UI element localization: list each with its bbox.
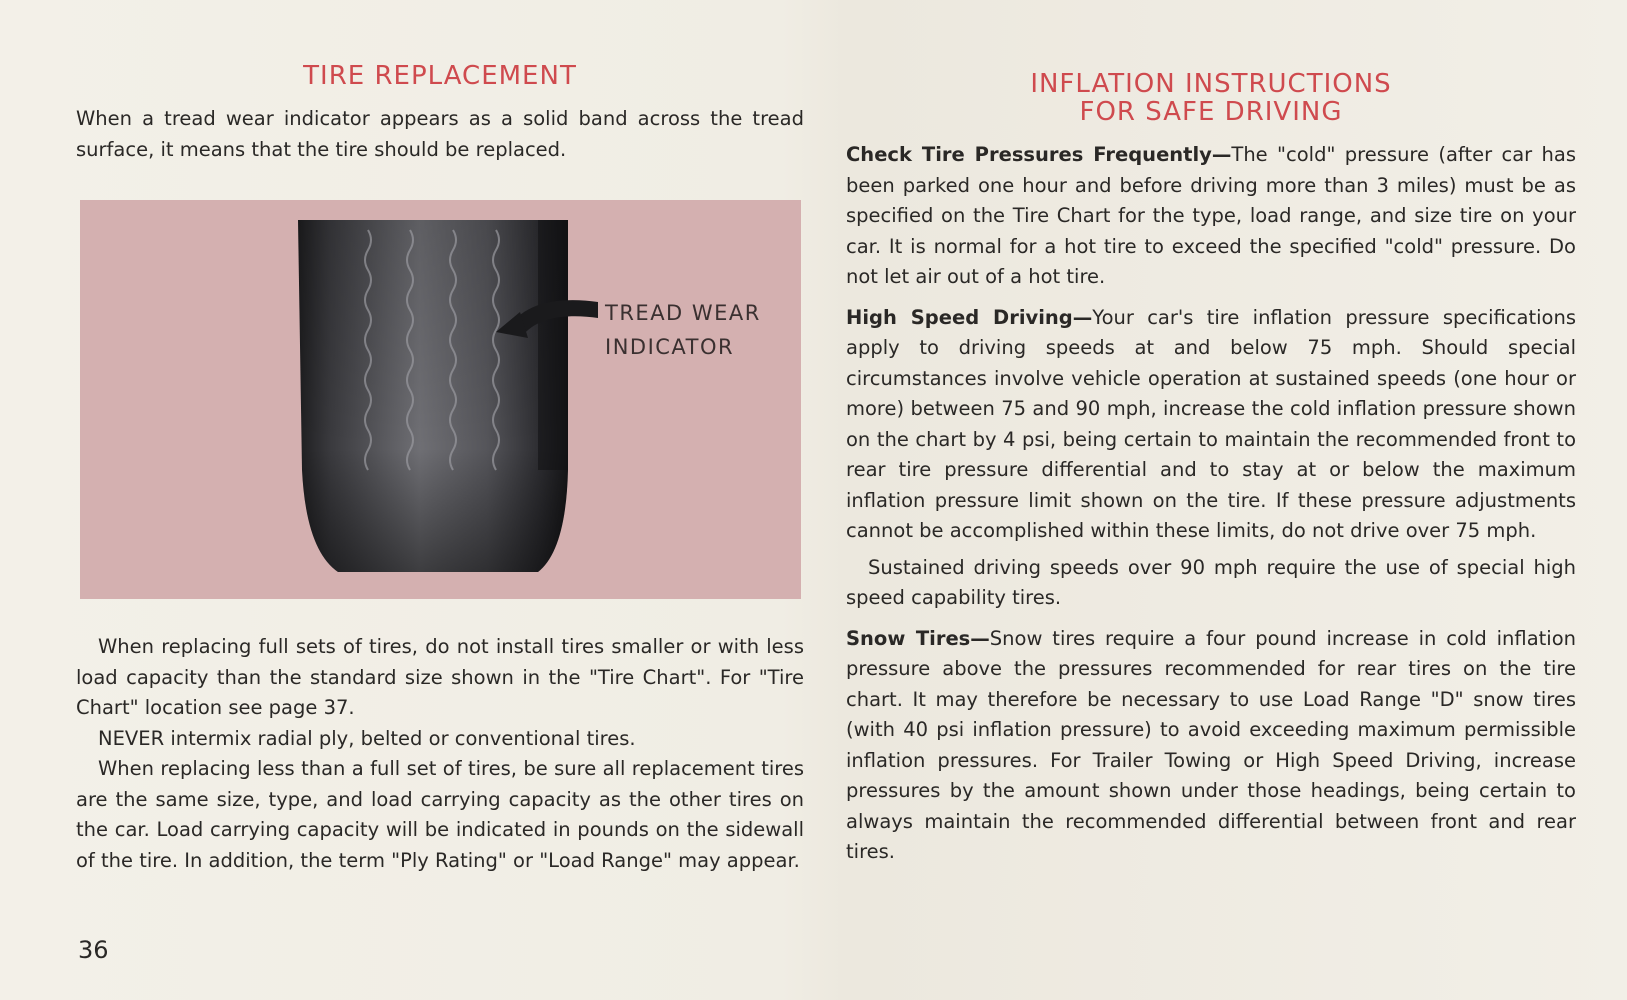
page-number: 36 <box>78 936 109 964</box>
sustained-speed-paragraph: Sustained driving speeds over 90 mph require the use of special high speed capability tires. <box>846 555 1576 609</box>
check-pressure-body: The "cold" pressure (after car has been parked one hour and before driving more than 3 miles) must be as specified on the Tire Chart for the type, load range, and size tire on your car. It is normal for a hot tire to exceed the specified "cold" pressure. Do not let air out of a hot tire. <box>846 143 1576 288</box>
high-speed-body: Your car's tire inflation pressure specifications apply to driving speeds at and below 75 mph. Should special circumstances involve vehicle operation at sustained speeds (one hour or more) between 75 and 90 mph, increase the cold inflation pressure shown on the chart by 4 psi, being certain to maintain the recommended front to rear tire pressure differential and to stay at or below the maximum inflation pressure limit shown on the tire. If these pressure adjustments cannot be accomplished within these limits, do not drive over 75 mph. <box>846 305 1576 542</box>
full-set-paragraph: When replacing full sets of tires, do not install tires smaller or with less load capacity than the standard size shown in the "Tire Chart". For "Tire Chart" location see page 37. <box>76 635 804 719</box>
check-pressure-section <box>846 140 1576 293</box>
snow-tires-section <box>846 624 1576 868</box>
snow-tires-heading: Snow Tires— <box>846 626 990 650</box>
never-intermix-paragraph: NEVER intermix radial ply, belted or conventional tires. <box>98 726 636 750</box>
high-speed-heading: High Speed Driving— <box>846 305 1093 329</box>
inflation-title-line-2: FOR SAFE DRIVING <box>1079 97 1343 127</box>
high-speed-section <box>846 303 1576 547</box>
tread-wear-indicator-label <box>605 296 761 364</box>
check-pressure-heading: Check Tire Pressures Frequently— <box>846 143 1232 166</box>
left-column <box>76 62 804 165</box>
snow-tires-body: Snow tires require a four pound increase in cold inflation pressure above the pressures recommended for rear tires on the tire chart. It may therefore be necessary to use Load Range "D" snow tires (with 40 psi inflation pressure) to avoid exceeding maximum permissible inflation pressures. For Trailer Towing or High Speed Driving, increase pressures by the amount shown under those headings, being certain to always maintain the recommended differential between front and rear tires. <box>846 626 1577 863</box>
label-line-2: INDICATOR <box>605 335 735 359</box>
partial-set-paragraph: When replacing less than a full set of tires, be sure all replacement tires are the same size, type, and load carrying capacity as the other tires on the car. Load carrying capacity will be indicated in pounds on the sidewall of the tire. In addition, the term "Ply Rating" or "Load Range" may appear. <box>76 757 804 872</box>
label-line-1: TREAD WEAR <box>605 301 761 325</box>
inflation-title-line-1: INFLATION INSTRUCTIONS <box>1030 69 1392 99</box>
tire-replacement-intro: When a tread wear indicator appears as a solid band across the tread surface, it means that the tire should be replaced. <box>76 107 804 161</box>
tire-replacement-title: TIRE REPLACEMENT <box>303 61 577 91</box>
right-column <box>846 70 1576 868</box>
tire-illustration-icon <box>298 220 598 580</box>
left-body <box>76 632 804 876</box>
tread-wear-figure <box>80 200 801 599</box>
